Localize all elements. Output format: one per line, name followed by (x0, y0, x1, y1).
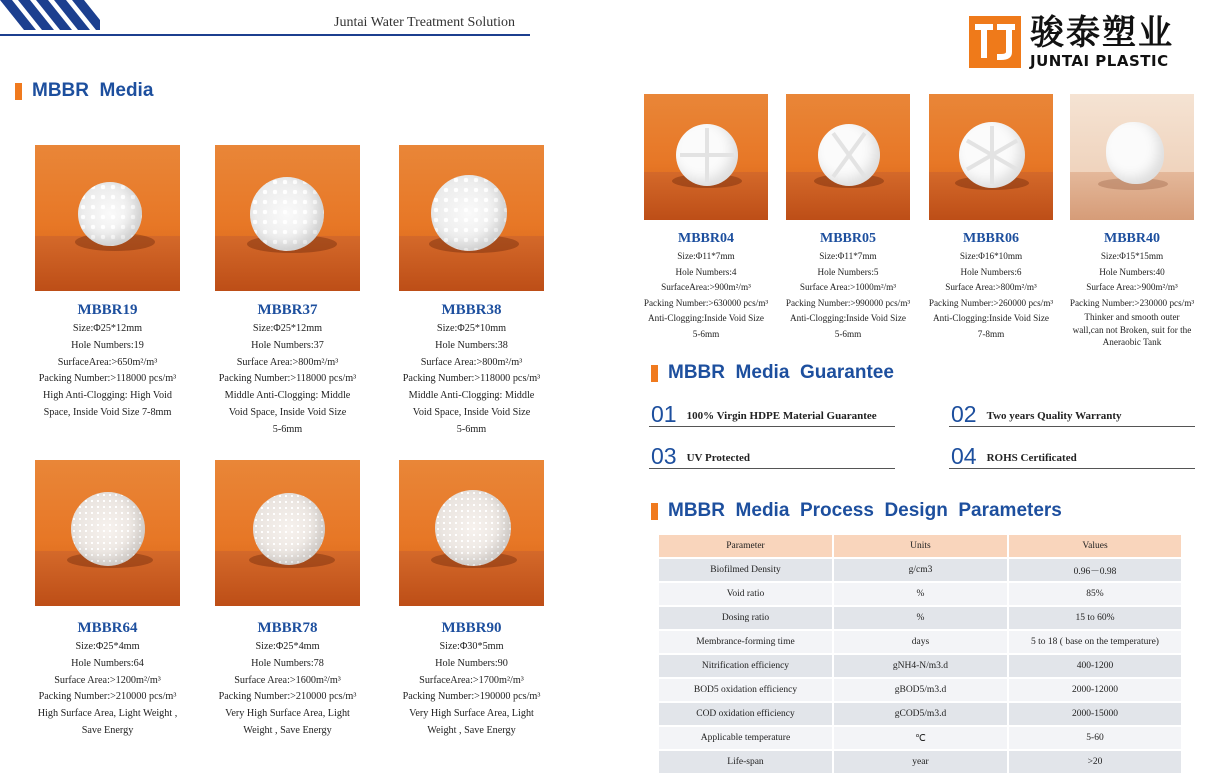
product-name: MBBR06 (963, 231, 1019, 246)
spec-line: 5-6mm (692, 328, 720, 339)
spec-line: Packing Number:>210000 pcs/m³ (218, 691, 357, 703)
spec-line: Size:Φ11*7mm (677, 251, 735, 261)
product-specs-mbbr38 (389, 321, 554, 439)
spec-line: Packing Number:>118000 pcs/m³ (38, 373, 177, 385)
guarantee-text: ROHS Certificated (986, 452, 1077, 464)
spec-line: Packing Number:>630000 pcs/m³ (643, 297, 769, 308)
spec-line: Packing Number:>118000 pcs/m³ (402, 373, 541, 385)
table-cell: 5-60 (1008, 726, 1182, 750)
spec-line: Hole Numbers:19 (71, 339, 144, 351)
table-header-row (659, 535, 1182, 558)
spec-line: Size:Φ15*15mm (1100, 251, 1164, 261)
table-cell: Dosing ratio (659, 606, 833, 630)
spec-line: High Anti-Clogging: High Void (43, 390, 172, 402)
product-photo-mbbr40 (1070, 94, 1194, 220)
heading-accent-bar (15, 83, 22, 100)
juntai-logo-icon (969, 16, 1021, 68)
table-cell: 0.96－0.98 (1008, 558, 1182, 582)
heading-accent-bar (651, 503, 658, 520)
product-photo-mbbr04 (644, 94, 768, 220)
table-cell: % (833, 582, 1008, 606)
table-cell: Applicable temperature (659, 726, 833, 750)
column-header: Units (833, 535, 1008, 558)
spec-line: Surface Area:>800m²/m³ (236, 356, 339, 368)
process-parameters-table (659, 535, 1183, 775)
product-specs-mbbr78 (205, 639, 370, 740)
spec-line: 5-6mm (272, 423, 303, 435)
table-cell: 2000-15000 (1008, 702, 1182, 726)
product-specs-mbbr90 (389, 639, 554, 740)
table-cell: >20 (1008, 750, 1182, 774)
spec-line: Surface Area:>800m²/m³ (420, 356, 523, 368)
spec-line: Hole Numbers:40 (1099, 266, 1165, 277)
column-header: Values (1008, 535, 1182, 558)
table-row (659, 654, 1182, 678)
spec-line: Void Space, Inside Void Size (228, 406, 347, 418)
product-name: MBBR38 (441, 302, 502, 318)
table-cell: gBOD5/m3.d (833, 678, 1008, 702)
table-cell: 15 to 60% (1008, 606, 1182, 630)
spec-line: Hole Numbers:6 (960, 266, 1022, 277)
product-specs-mbbr05 (778, 249, 918, 342)
spec-line: Size:Φ30*5mm (439, 641, 504, 652)
spec-line: Size:Φ25*10mm (436, 323, 507, 334)
spec-line: Void Space, Inside Void Size (412, 406, 531, 418)
spec-line: High Surface Area, Light Weight , (37, 708, 178, 720)
heading-accent-bar (651, 365, 658, 382)
table-cell: Membrance-forming time (659, 630, 833, 654)
spec-line: Surface Area:>1000m²/m³ (799, 282, 897, 292)
spec-line: Middle Anti-Clogging: Middle (408, 390, 535, 402)
spec-line: 5-6mm (834, 328, 862, 339)
spec-line: Hole Numbers:64 (71, 657, 144, 669)
table-row (659, 558, 1182, 582)
product-name: MBBR64 (77, 620, 138, 636)
spec-line: Size:Φ16*10mm (959, 251, 1023, 261)
table-cell: Nitrification efficiency (659, 654, 833, 678)
guarantee-item-4 (949, 442, 1195, 469)
spec-line: Packing Number:>260000 pcs/m³ (928, 297, 1054, 308)
spec-line: SurfaceArea:>650m²/m³ (57, 356, 158, 368)
guarantee-text: 100% Virgin HDPE Material Guarantee (686, 410, 877, 422)
spec-line: Surface Area:>1200m²/m³ (54, 674, 161, 686)
spec-line: wall,can not Broken, suit for the (1072, 324, 1192, 335)
guarantee-item-3 (649, 442, 895, 469)
spec-line: SurfaceArea:>1700m²/m³ (419, 674, 524, 686)
spec-line: Middle Anti-Clogging: Middle (224, 390, 351, 402)
section-heading-media (15, 80, 153, 102)
header-rule (0, 34, 530, 36)
section-title: MBBR Media Guarantee (668, 362, 894, 383)
spec-line: Aneraobic Tank (1102, 337, 1162, 347)
spec-line: Packing Number:>230000 pcs/m³ (1069, 297, 1195, 308)
spec-line: 7-8mm (977, 328, 1005, 339)
spec-line: SurfaceArea:>900m²/m³ (661, 282, 751, 292)
guarantee-item-1 (649, 400, 895, 427)
table-row (659, 606, 1182, 630)
product-specs-mbbr04 (636, 249, 776, 342)
product-photo-mbbr19 (35, 145, 180, 291)
spec-line: Size:Φ25*4mm (75, 641, 140, 652)
table-cell: days (833, 630, 1008, 654)
spec-line: Surface Area:>800m²/m³ (945, 282, 1037, 292)
product-specs-mbbr40 (1061, 249, 1203, 349)
header-stripes-decoration (0, 0, 100, 36)
table-cell: year (833, 750, 1008, 774)
section-title: MBBR Media Process Design Parameters (668, 500, 1062, 521)
table-cell: ℃ (833, 726, 1008, 750)
spec-line: Hole Numbers:5 (817, 266, 879, 277)
product-specs-mbbr06 (921, 249, 1061, 342)
guarantee-item-2 (949, 400, 1195, 427)
table-cell: 85% (1008, 582, 1182, 606)
spec-line: Weight , Save Energy (243, 724, 332, 736)
product-photo-mbbr05 (786, 94, 910, 220)
spec-line: Anti-Clogging:Inside Void Size (789, 313, 907, 323)
table-cell: gCOD5/m3.d (833, 702, 1008, 726)
section-title: MBBR Media (32, 80, 154, 101)
spec-line: Hole Numbers:78 (251, 657, 324, 669)
spec-line: Surface Area:>900m²/m³ (1086, 282, 1178, 292)
guarantee-text: Two years Quality Warranty (986, 410, 1122, 422)
spec-line: 5-6mm (456, 423, 487, 435)
table-cell: Life-span (659, 750, 833, 774)
spec-line: Hole Numbers:90 (435, 657, 508, 669)
product-name: MBBR90 (441, 620, 502, 636)
table-cell: COD oxidation efficiency (659, 702, 833, 726)
spec-line: Packing Number:>210000 pcs/m³ (38, 691, 177, 703)
table-row (659, 630, 1182, 654)
spec-line: Very High Surface Area, Light (225, 708, 350, 720)
product-name: MBBR78 (257, 620, 318, 636)
logo-chinese-name: 骏泰塑业 (1030, 13, 1174, 53)
product-photo-mbbr64 (35, 460, 180, 606)
table-cell: 5 to 18 ( base on the temperature) (1008, 630, 1182, 654)
product-photo-mbbr37 (215, 145, 360, 291)
spec-line: Packing Number:>118000 pcs/m³ (218, 373, 357, 385)
table-cell: Biofilmed Density (659, 558, 833, 582)
guarantee-number: 04 (951, 443, 977, 469)
spec-line: Space, Inside Void Size 7-8mm (43, 406, 172, 418)
header-title: Juntai Water Treatment Solution (334, 15, 515, 30)
spec-line: Anti-Clogging:Inside Void Size (932, 313, 1050, 323)
section-heading-parameters (651, 500, 1062, 522)
spec-line: Very High Surface Area, Light (409, 708, 534, 720)
spec-line: Hole Numbers:4 (675, 266, 737, 277)
guarantee-number: 02 (951, 401, 977, 427)
table-row (659, 750, 1182, 774)
spec-line: Size:Φ25*12mm (72, 323, 143, 334)
spec-line: Size:Φ25*4mm (255, 641, 320, 652)
product-photo-mbbr78 (215, 460, 360, 606)
product-name: MBBR05 (820, 231, 876, 246)
product-name: MBBR37 (257, 302, 318, 318)
spec-line: Weight , Save Energy (427, 724, 516, 736)
table-cell: % (833, 606, 1008, 630)
guarantee-number: 03 (651, 443, 677, 469)
product-name: MBBR19 (77, 302, 138, 318)
guarantee-text: UV Protected (686, 452, 751, 464)
logo-english-name: JUNTAI PLASTIC (1030, 52, 1169, 70)
spec-line: Hole Numbers:37 (251, 339, 324, 351)
product-photo-mbbr90 (399, 460, 544, 606)
product-specs-mbbr64 (25, 639, 190, 740)
spec-line: Save Energy (81, 724, 134, 736)
table-cell: gNH4-N/m3.d (833, 654, 1008, 678)
spec-line: Packing Number:>990000 pcs/m³ (785, 297, 911, 308)
table-cell: Void ratio (659, 582, 833, 606)
product-specs-mbbr37 (205, 321, 370, 439)
product-photo-mbbr06 (929, 94, 1053, 220)
spec-line: Thinker and smooth outer (1084, 312, 1180, 322)
table-row (659, 702, 1182, 726)
table-cell: 2000-12000 (1008, 678, 1182, 702)
spec-line: Surface Area:>1600m²/m³ (234, 674, 341, 686)
section-heading-guarantee (651, 362, 894, 384)
table-cell: 400-1200 (1008, 654, 1182, 678)
product-name: MBBR40 (1104, 231, 1160, 246)
spec-line: Size:Φ25*12mm (252, 323, 323, 334)
product-specs-mbbr19 (25, 321, 190, 422)
spec-line: Anti-Clogging:Inside Void Size (647, 313, 765, 323)
table-row (659, 582, 1182, 606)
spec-line: Hole Numbers:38 (435, 339, 508, 351)
guarantee-number: 01 (651, 401, 677, 427)
table-row (659, 678, 1182, 702)
spec-line: Size:Φ11*7mm (819, 251, 877, 261)
column-header: Parameter (659, 535, 833, 558)
spec-line: Packing Number:>190000 pcs/m³ (402, 691, 541, 703)
table-cell: BOD5 oxidation efficiency (659, 678, 833, 702)
product-name: MBBR04 (678, 231, 734, 246)
table-cell: g/cm3 (833, 558, 1008, 582)
product-photo-mbbr38 (399, 145, 544, 291)
table-row (659, 726, 1182, 750)
